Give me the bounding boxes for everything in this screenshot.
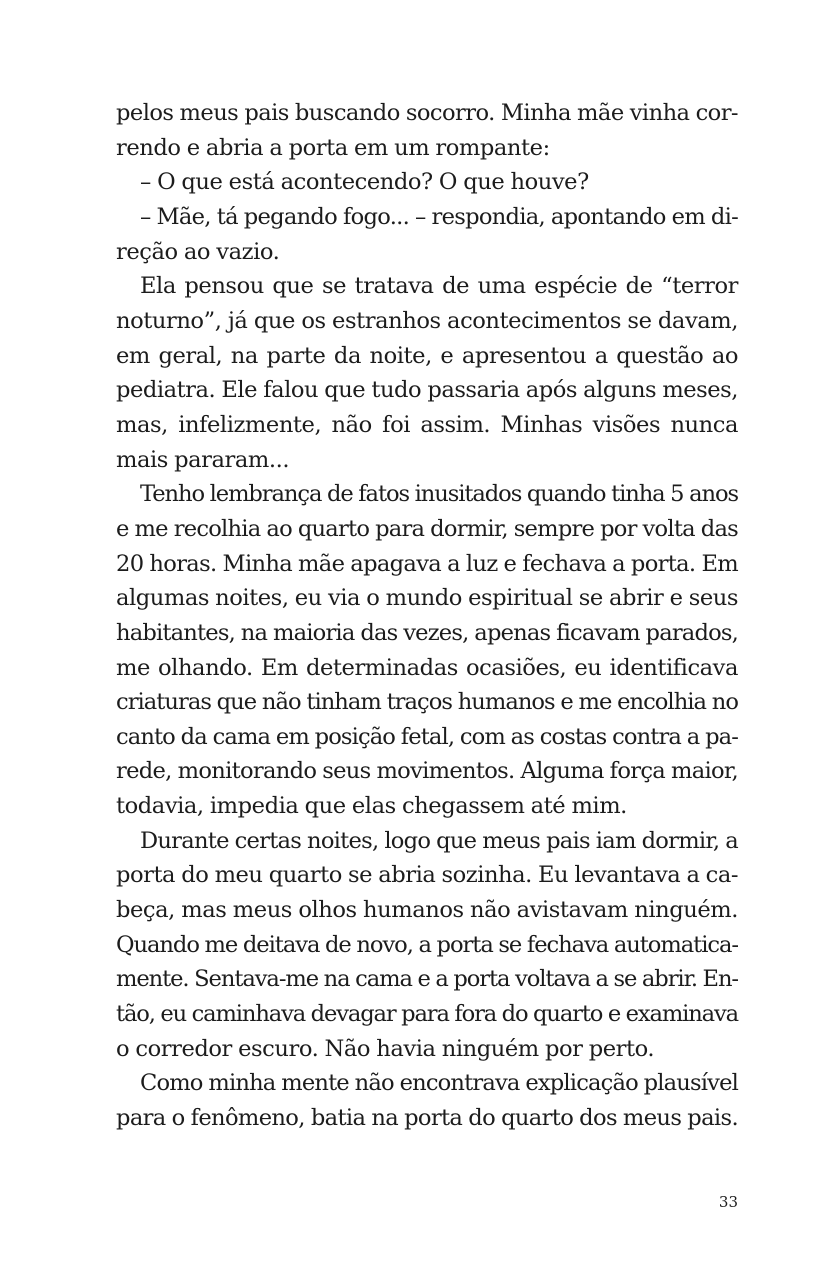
text-line: rendo e abria a porta em um rompante: (116, 134, 550, 161)
text-line: criaturas que não tinham traços humanos e me encolhia no (116, 689, 738, 716)
text-line: – O que está acontecendo? O que houve? (140, 169, 589, 196)
text-line: Como minha mente não encontrava explicação plausível (140, 1070, 738, 1097)
text-line: mente. Sentava-me na cama e a porta voltava a se abrir. En- (116, 966, 738, 993)
text-line: todavia, impedia que elas chegassem até mim. (116, 793, 627, 820)
text-line: habitantes, na maioria das vezes, apenas ficavam parados, (116, 619, 738, 646)
text-line: Ela pensou que se tratava de uma espécie de “terror (140, 273, 738, 300)
text-line: em geral, na parte da noite, e apresentou a questão ao (116, 342, 738, 369)
text-line: Quando me deitava de novo, a porta se fechava automatica- (116, 931, 738, 958)
text-line: beça, mas meus olhos humanos não avistavam ninguém. (116, 897, 738, 924)
text-line: Tenho lembrança de fatos inusitados quando tinha 5 anos (140, 481, 738, 508)
text-line: reção ao vazio. (116, 238, 280, 265)
text-line: rede, monitorando seus movimentos. Alguma força maior, (116, 758, 738, 785)
text-line: o corredor escuro. Não havia ninguém por perto. (116, 1035, 655, 1062)
text-line: para o fenômeno, batia na porta do quarto dos meus pais. (116, 1105, 738, 1132)
page-number: 33 (718, 1193, 738, 1211)
text-line: me olhando. Em determinadas ocasiões, eu identificava (116, 654, 738, 681)
text-line: mas, infelizmente, não foi assim. Minhas visões nunca (116, 411, 738, 438)
text-line: pediatra. Ele falou que tudo passaria após alguns meses, (116, 377, 738, 404)
text-line: tão, eu caminhava devagar para fora do quarto e examinava (116, 1001, 738, 1028)
text-line: – Mãe, tá pegando fogo... – respondia, apontando em di- (140, 203, 738, 230)
text-line: porta do meu quarto se abria sozinha. Eu levantava a ca- (116, 862, 738, 889)
page-body (116, 96, 738, 1136)
text-line: pelos meus pais buscando socorro. Minha mãe vinha cor- (116, 100, 738, 126)
text-line: noturno”, já que os estranhos acontecimentos se davam, (116, 307, 738, 334)
text-line: 20 horas. Minha mãe apagava a luz e fechava a porta. Em (116, 550, 738, 577)
text-line: mais pararam... (116, 446, 290, 473)
text-line: Durante certas noites, logo que meus pais iam dormir, a (140, 827, 738, 854)
text-line: e me recolhia ao quarto para dormir, sempre por volta das (116, 515, 738, 542)
text-line: algumas noites, eu via o mundo espiritual se abrir e seus (116, 585, 738, 612)
text-line: canto da cama em posição fetal, com as costas contra a pa- (116, 723, 738, 750)
